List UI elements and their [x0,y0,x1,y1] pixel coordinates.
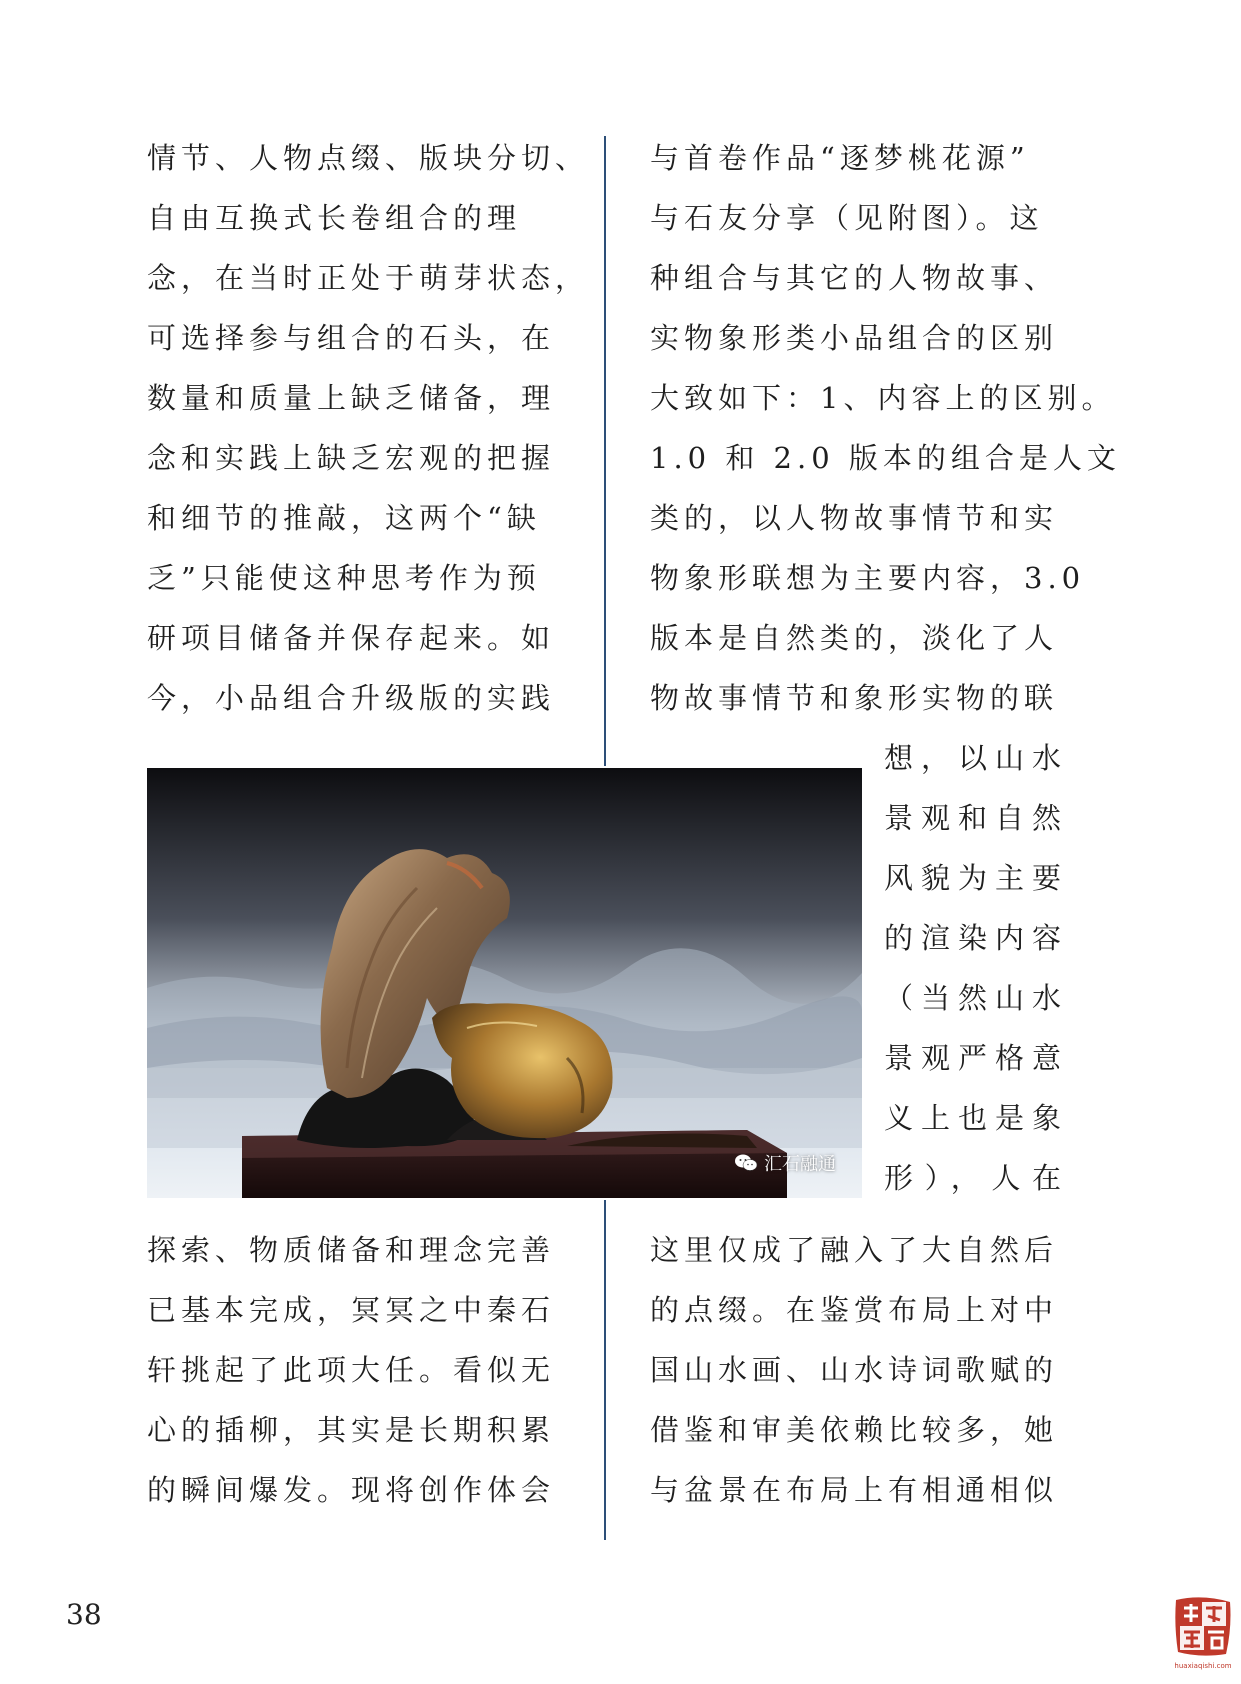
stone-photo [147,768,862,1198]
wechat-icon [734,1153,758,1173]
text-line: 实物象形类小品组合的区别 [650,321,1059,355]
text-line: 物象形联想为主要内容，3.0 [650,561,1086,595]
text-line: 的渲染内容 [884,921,1064,955]
text-line: 借鉴和审美依赖比较多，她 [650,1413,1059,1447]
text-line: 数量和质量上缺乏储备，理 [147,381,556,415]
column-divider-bottom [604,1200,606,1540]
text-line: 物故事情节和象形实物的联 [650,681,1059,715]
text-line: 与盆景在布局上有相通相似 [650,1473,1059,1507]
text-line: 这里仅成了融入了大自然后 [650,1233,1059,1267]
text-line: 与石友分享（见附图）。这 [650,201,1044,235]
text-line: 情节、人物点缀、版块分切、 [147,141,590,175]
text-line: 研项目储备并保存起来。如 [147,621,556,655]
photo-watermark [734,1150,836,1176]
text-line: 种组合与其它的人物故事、 [650,261,1059,295]
text-line: 的瞬间爆发。现将创作体会 [147,1473,556,1507]
text-line: 景观和自然 [884,801,1064,835]
column-divider-top [604,136,606,766]
text-line: 1.0 和 2.0 版本的组合是人文 [650,441,1121,475]
text-line: 景观严格意 [884,1041,1064,1075]
text-line: 大致如下：1、内容上的区别。 [650,381,1116,415]
text-line: 念，在当时正处于萌芽状态， [147,261,590,295]
text-line: 念和实践上缺乏宏观的把握 [147,441,556,475]
text-line: 探索、物质储备和理念完善 [147,1233,556,1267]
text-line: 自由互换式长卷组合的理 [147,201,522,235]
text-line: 已基本完成，冥冥之中秦石 [147,1293,556,1327]
page-number: 38 [66,1598,102,1631]
text-line: 义上也是象 [884,1101,1064,1135]
seal-url: huaxiaqishi.com [1174,1662,1232,1670]
text-line: 乏”只能使这种思考作为预 [147,561,541,595]
text-line: 国山水画、山水诗词歌赋的 [650,1353,1059,1387]
text-line: 和细节的推敲，这两个“缺 [147,501,541,535]
right-column-bottom [650,1220,1058,1520]
text-line: 版本是自然类的，淡化了人 [650,621,1059,655]
text-line: 形），人在 [884,1161,1064,1195]
text-line: 想，以山水 [884,741,1064,775]
text-line: 的点缀。在鉴赏布局上对中 [650,1293,1059,1327]
left-column-top [147,128,589,728]
left-column-bottom [147,1220,555,1520]
right-column-narrow [884,728,1064,1208]
watermark-text: 汇石融通 [764,1154,836,1175]
seal-logo [1172,1592,1234,1672]
text-line: 风貌为主要 [884,861,1064,895]
stone-photo-illustration [147,768,862,1198]
text-line: 类的，以人物故事情节和实 [650,501,1059,535]
text-line: 心的插柳，其实是长期积累 [147,1413,556,1447]
text-line: 可选择参与组合的石头，在 [147,321,556,355]
seal-logo-icon [1172,1592,1234,1660]
text-line: 今，小品组合升级版的实践 [147,681,556,715]
right-column-top [650,128,1121,728]
text-line: 与首卷作品“逐梦桃花源” [650,141,1030,175]
text-line: （当然山水 [884,981,1064,1015]
text-line: 轩挑起了此项大任。看似无 [147,1353,556,1387]
